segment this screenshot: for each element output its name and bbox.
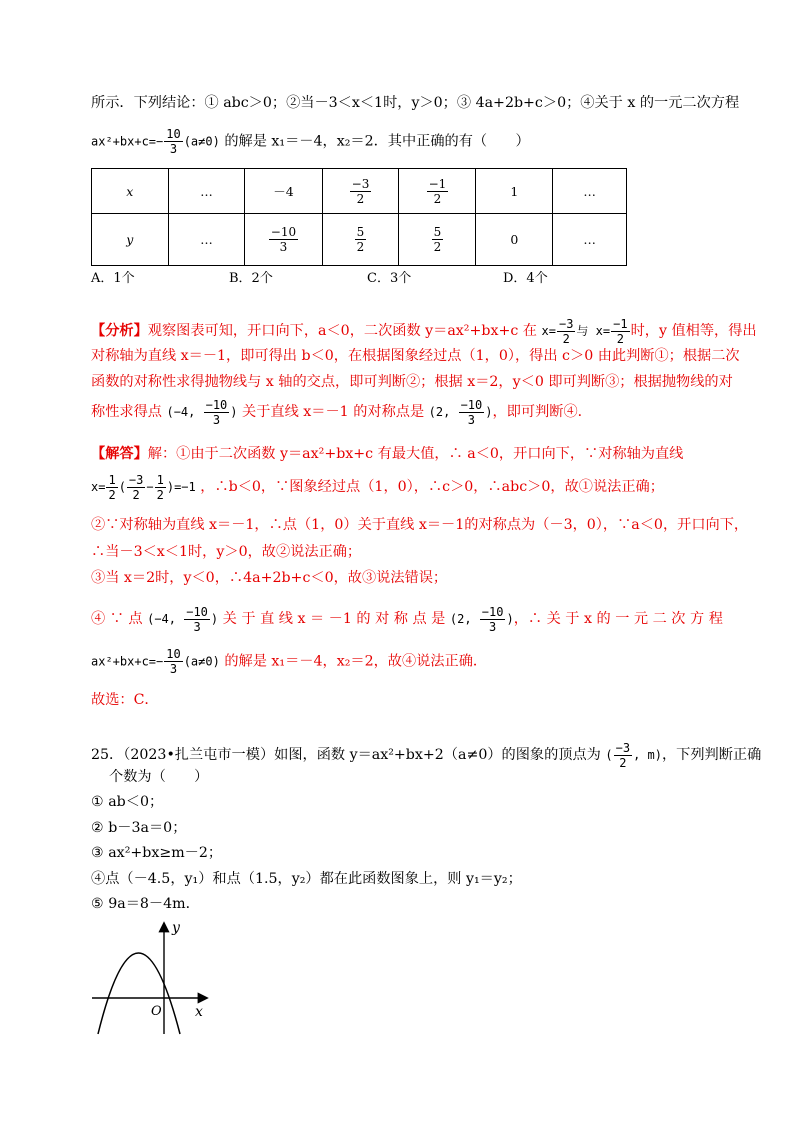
frac-cell: $\frac{5}{2}$ [399, 214, 476, 266]
point-2: (2, $\frac{-10}{3}$ ) [428, 398, 493, 427]
q25-item-1: ① ab＜0； [91, 794, 164, 810]
value-table [91, 168, 627, 266]
q25-item-5: ⑤ 9a＝8－4m． [91, 896, 200, 912]
analysis-line-2: 对称轴为直线 x＝－1，即可得出 b＜0，在根据图象经过点（1，0），得出 c＞0 由此判断①；根据二次 [91, 348, 740, 364]
solution-line-1: 【解答】解：①由于二次函数 y＝ax²+bx+c 有最大值，∴ a＜0，开口向下，∵对称轴为直线 [91, 446, 684, 462]
table-row: x … －4 $\frac{-3}{2}$ $\frac{-1}{2}$ 1 … [92, 169, 627, 214]
frac-cell: $\frac{5}{2}$ [322, 214, 399, 266]
q24-solution-text: 的解是 x₁＝－4，x₂＝2．其中正确的有（ ） [224, 133, 530, 150]
equation-fraction: $\frac{10}{3}$ [166, 127, 181, 156]
equation-suffix: (a≠0) [183, 134, 220, 149]
point-minus4: (−4, $\frac{-10}{3}$ ) [147, 605, 219, 634]
option-d: D．4个 [503, 271, 548, 286]
solution-line-4: ∴当－3＜x＜1时，y＞0，故②说法正确； [91, 544, 362, 560]
solution-line-2: x= $\frac{1}{2}$ ( $\frac{-3}{2}$ − $\frac{1}{2}$ )=−1 ，∴b＜0，∵图象经过点（1，0），∴c＞0，∴abc＞0，故①说法正确； [91, 473, 664, 502]
option-a: A．1个 [91, 271, 135, 286]
analysis-x-values: x= $\frac{-3}{2}$ 与 x= $\frac{-1}{2}$ [541, 317, 628, 346]
analysis-line-1: 【分析】观察图表可知，开口向下，a＜0，二次函数 y＝ax²+bx+c 在 x= $\frac{-3}{2}$ 与 x= $\frac{-1}{2}$ 时，y 值相等，得出 [91, 317, 757, 346]
analysis-line-4: 称性求得点 (−4, $\frac{-10}{3}$ ) 关于直线 x＝－1 的对称点是 (2, $\frac{-10}{3}$ )，即可判断④． [91, 398, 592, 427]
frac-cell: $\frac{-1}{2}$ [399, 169, 476, 214]
q25-number: 25． [91, 747, 124, 763]
option-b: B．2个 [229, 271, 273, 286]
vertex: ( $\frac{-3}{2}$ , m) [605, 741, 662, 770]
origin-label: O [151, 1004, 162, 1019]
q25-line-1: 25．（2023•扎兰屯市一模）如图，函数 y＝ax²+bx+2（a≠0）的图象的顶点为 ( $\frac{-3}{2}$ , m)，下列判断正确 [91, 741, 762, 770]
y-axis-label: y [172, 920, 180, 936]
table-row: y … $\frac{-10}{3}$ $\frac{5}{2}$ $\frac{5}{2}$ 0 … [92, 214, 627, 266]
q24-equation-line [91, 128, 530, 155]
axis-formula: x= $\frac{1}{2}$ ( $\frac{-3}{2}$ − $\frac{1}{2}$ )=−1 [91, 473, 196, 502]
analysis-tag: 【分析】 [91, 323, 148, 339]
x-axis-label: x [195, 1004, 203, 1020]
solution-answer: 故选：C． [91, 692, 159, 708]
point-minus4: (−4, $\frac{-10}{3}$ ) [166, 398, 238, 427]
option-c: C．3个 [367, 271, 412, 286]
analysis-line-3: 函数的对称性求得抛物线与 x 轴的交点，即可判断②；根据 x＝2，y＜0 即可判断③；根据抛物线的对 [91, 374, 733, 390]
solution-tag: 【解答】 [91, 446, 148, 462]
equation-prefix: ax²+bx+c=− [91, 134, 164, 149]
q25-item-3: ③ ax²+bx≥m－2； [91, 845, 223, 861]
solution-line-6: ④ ∵ 点 (−4, $\frac{-10}{3}$ ) 关 于 直 线 x ＝ －1 的 对 称 点 是 (2, $\frac{-10}{3}$ )，∴ 关 于 x 的 一 元 二 次 方 程 [91, 605, 723, 634]
q25-item-4: ④点（－4.5，y₁）和点（1.5，y₂）都在此函数图象上，则 y₁＝y₂； [91, 871, 522, 887]
parabola-graph [88, 918, 218, 1038]
solution-line-3: ②∵对称轴为直线 x＝－1，∴点（1，0）关于直线 x＝－1的对称点为（－3，0），∵a＜0，开口向下， [91, 517, 749, 533]
solution-line-5: ③当 x＝2时，y＜0，∴4a+2b+c＜0，故③说法错误； [91, 570, 448, 586]
frac-cell: $\frac{-10}{3}$ [245, 214, 322, 266]
point-2: (2, $\frac{-10}{3}$ ) [449, 605, 514, 634]
frac-cell: $\frac{-3}{2}$ [322, 169, 399, 214]
parabola-curve [98, 953, 180, 1034]
q25-item-2: ② b－3a＝0； [91, 820, 187, 836]
solution-line-7: ax²+bx+c=− $\frac{10}{3}$ (a≠0) 的解是 x₁＝－4，x₂＝2，故④说法正确． [91, 647, 488, 676]
q25-line-2: 个数为（ ） [109, 769, 209, 785]
q24-conclusions-line: 所示．下列结论：① abc＞0；②当－3＜x＜1时，y＞0；③ 4a+2b+c＞0；④关于 x 的一元二次方程 [91, 95, 740, 111]
